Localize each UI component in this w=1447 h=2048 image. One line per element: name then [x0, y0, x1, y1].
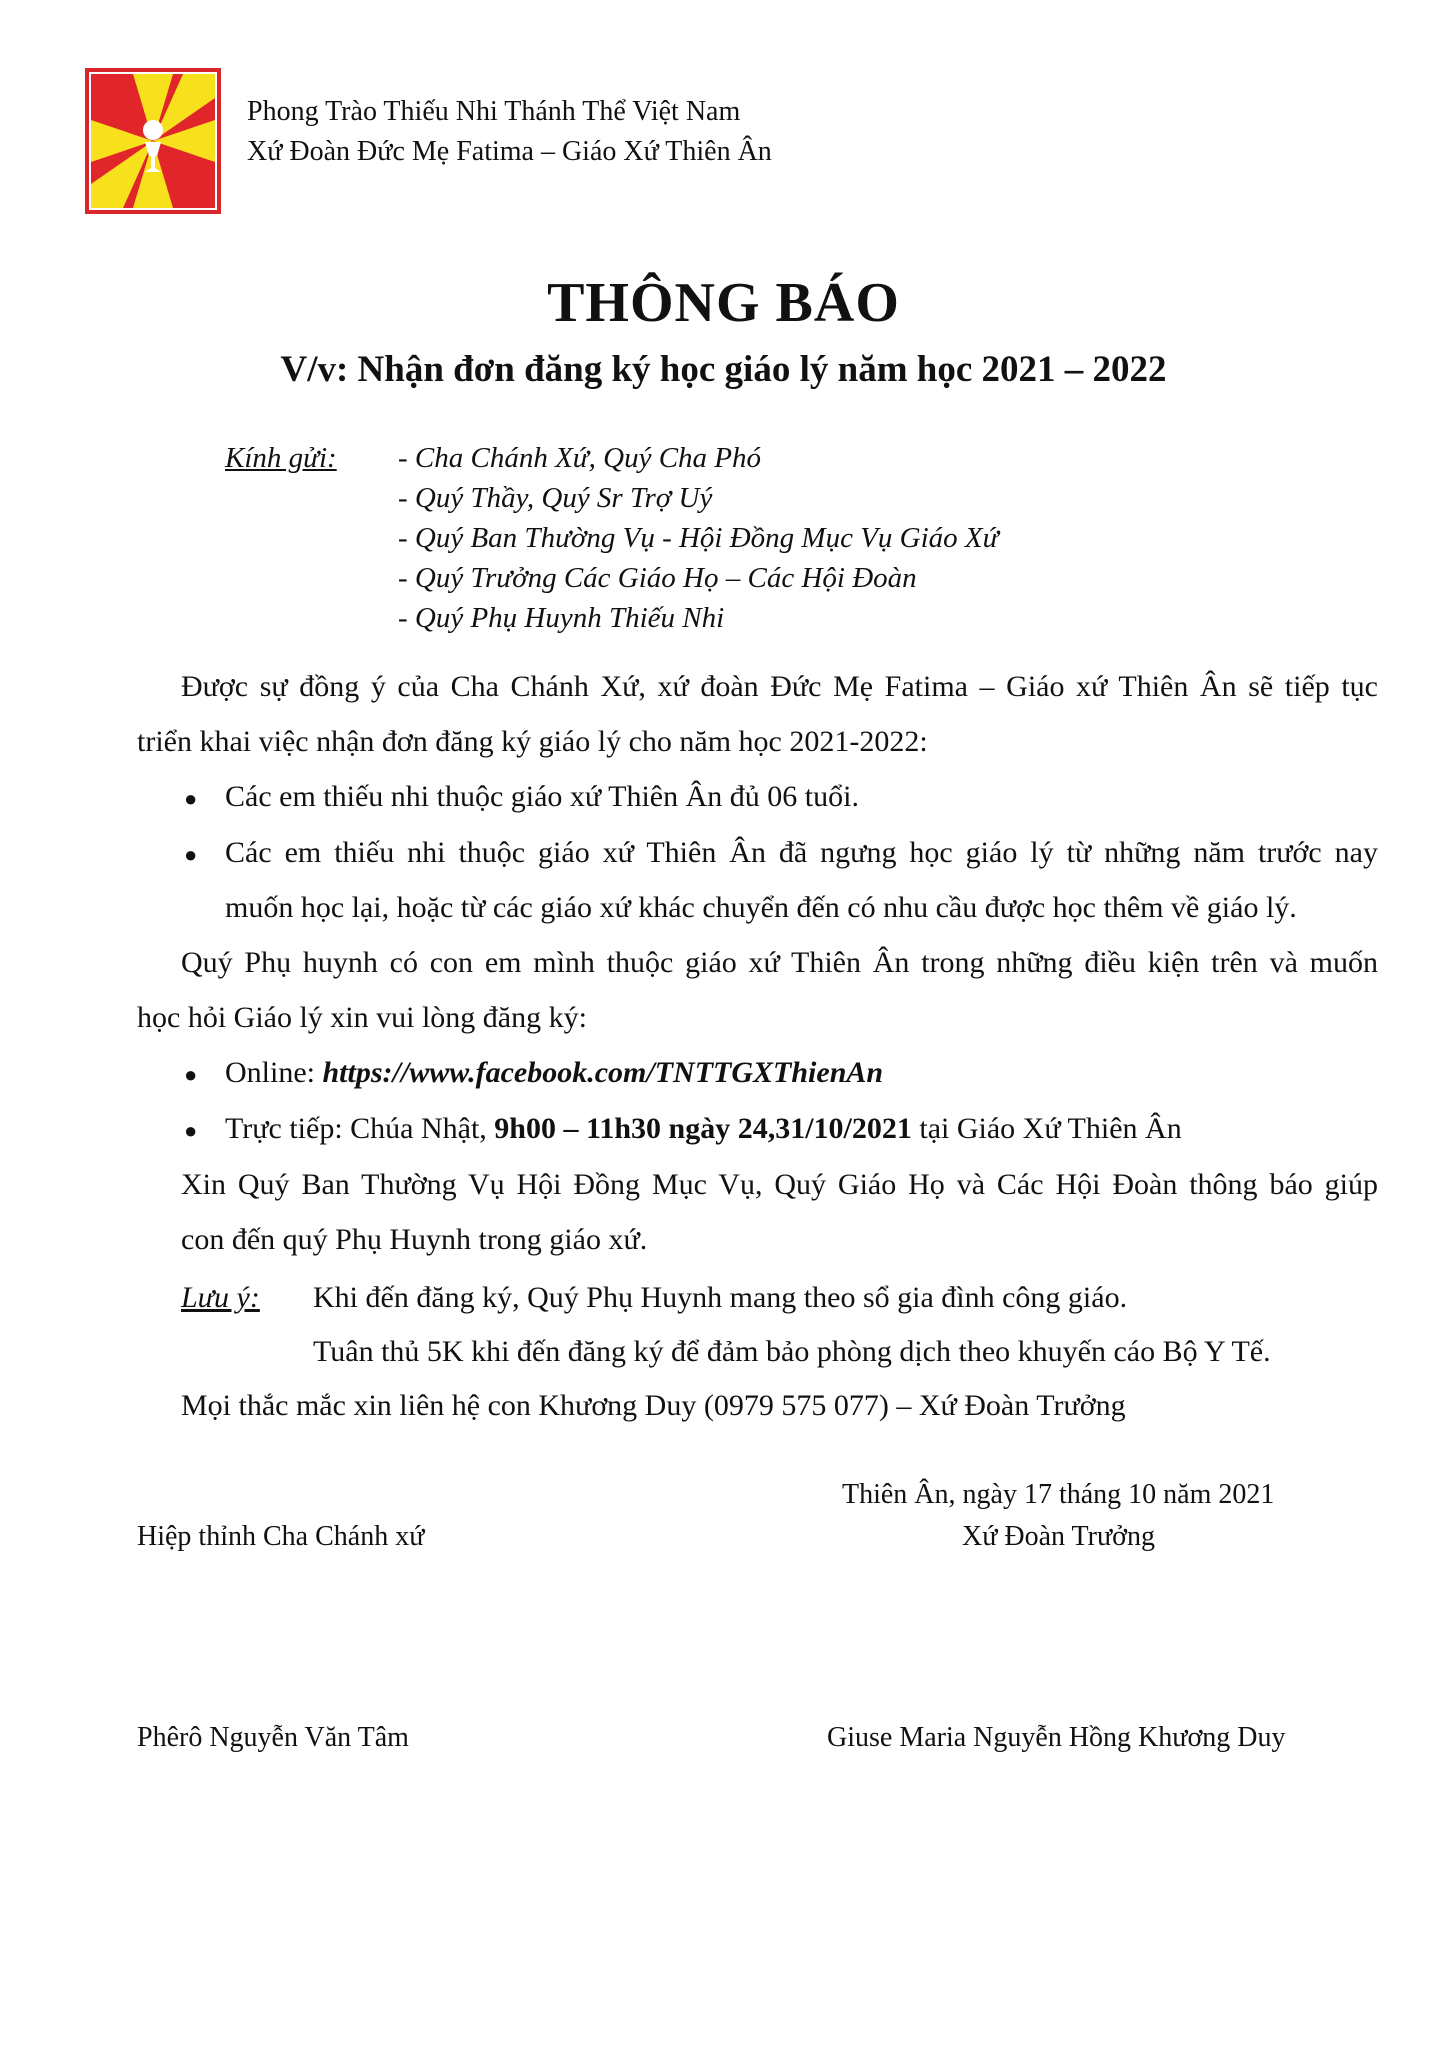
parents-line-1: Quý Phụ huynh có con em mình thuộc giáo xứ Thiên Ân trong những điều kiện trên và muốn [181, 946, 1378, 979]
request-line-1: Xin Quý Ban Thường Vụ Hội Đồng Mục Vụ, Quý Giáo Họ và Các Hội Đoàn thông báo giúp [181, 1168, 1378, 1201]
note-line-1: Khi đến đăng ký, Quý Phụ Huynh mang theo sổ gia đình công giáo. [313, 1281, 1128, 1314]
online-label: Online: [225, 1056, 323, 1089]
recipients-label: Kính gửi: [225, 442, 337, 474]
bullet-icon: ● [184, 1062, 198, 1087]
left-signature-name: Phêrô Nguyễn Văn Tâm [137, 1722, 409, 1753]
document-subtitle: V/v: Nhận đơn đăng ký học giáo lý năm học 2021 – 2022 [280, 349, 1167, 390]
request-line-2: con đến quý Phụ Huynh trong giáo xứ. [181, 1223, 648, 1256]
recipient-1: - Cha Chánh Xứ, Quý Cha Phó [398, 442, 761, 474]
bullet-icon: ● [184, 786, 198, 811]
org-logo [85, 68, 221, 214]
bullet-2-line-2: muốn học lại, hoặc từ các giáo xứ khác chuyển đến có nhu cầu được học thêm về giáo lý. [225, 891, 1297, 924]
org-name-line2: Xứ Đoàn Đức Mẹ Fatima – Giáo Xứ Thiên Ân [247, 136, 772, 167]
org-name-line1: Phong Trào Thiếu Nhi Thánh Thể Việt Nam [247, 96, 741, 127]
recipient-5: - Quý Phụ Huynh Thiếu Nhi [398, 602, 725, 634]
right-signature-name: Giuse Maria Nguyễn Hồng Khương Duy [827, 1722, 1286, 1753]
bullet-2-line-1: Các em thiếu nhi thuộc giáo xứ Thiên Ân đã ngưng học giáo lý từ những năm trước nay [225, 836, 1378, 869]
note-line-2: Tuân thủ 5K khi đến đăng ký để đảm bảo phòng dịch theo khuyến cáo Bộ Y Tế. [313, 1335, 1271, 1368]
recipient-3: - Quý Ban Thường Vụ - Hội Đồng Mục Vụ Giáo Xứ [398, 522, 999, 554]
direct-time: 9h00 – 11h30 ngày 24,31/10/2021 [494, 1112, 912, 1145]
parents-line-2: học hỏi Giáo lý xin vui lòng đăng ký: [137, 1001, 587, 1034]
facebook-link[interactable]: https://www.facebook.com/TNTTGXThienAn [322, 1056, 884, 1089]
recipient-2: - Quý Thầy, Quý Sr Trợ Uý [398, 482, 713, 514]
direct-registration [225, 1112, 1182, 1146]
logo-host [143, 120, 163, 140]
intro-line-1: Được sự đồng ý của Cha Chánh Xứ, xứ đoàn Đức Mẹ Fatima – Giáo xứ Thiên Ân sẽ tiếp tục [181, 670, 1378, 703]
bullet-icon: ● [184, 1118, 198, 1143]
document-title: THÔNG BÁO [547, 272, 900, 334]
contact-line: Mọi thắc mắc xin liên hệ con Khương Duy (0979 575 077) – Xứ Đoàn Trưởng [181, 1389, 1126, 1422]
bullet-icon: ● [184, 842, 198, 867]
date-line: Thiên Ân, ngày 17 tháng 10 năm 2021 [842, 1479, 1275, 1510]
note-label: Lưu ý: [181, 1281, 260, 1314]
direct-label: Trực tiếp: Chúa Nhật, [225, 1112, 495, 1145]
bullet-1-text: Các em thiếu nhi thuộc giáo xứ Thiên Ân đủ 06 tuổi. [225, 780, 859, 813]
recipient-4: - Quý Trưởng Các Giáo Họ – Các Hội Đoàn [398, 562, 917, 594]
right-signature-title: Xứ Đoàn Trưởng [962, 1521, 1155, 1552]
left-signature-title: Hiệp thỉnh Cha Chánh xứ [137, 1521, 425, 1552]
direct-place: tại Giáo Xứ Thiên Ân [911, 1112, 1182, 1145]
online-registration [225, 1056, 883, 1090]
intro-line-2: triển khai việc nhận đơn đăng ký giáo lý cho năm học 2021-2022: [137, 725, 928, 758]
